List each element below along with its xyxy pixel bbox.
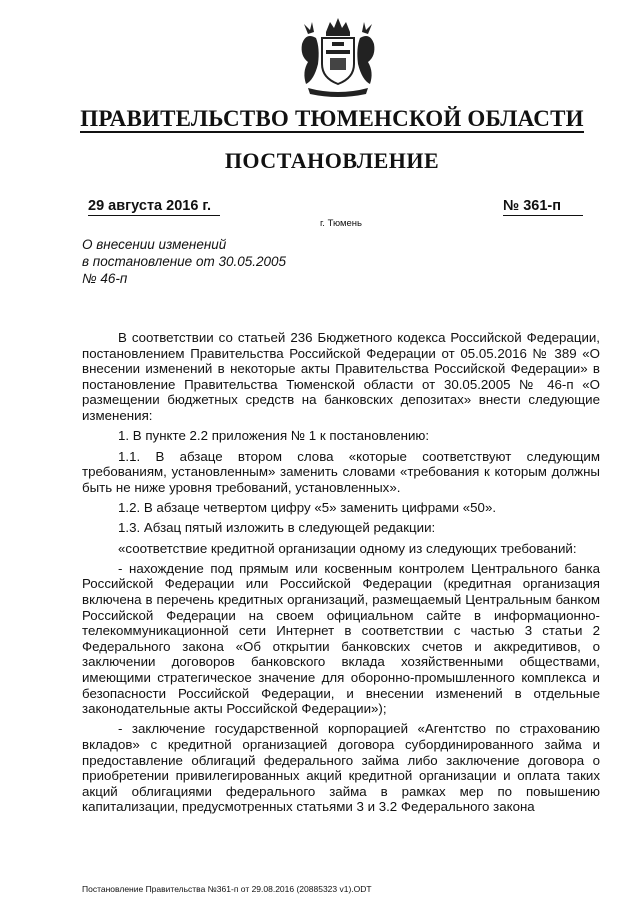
body-paragraph: 1.1. В абзаце втором слова «которые соответствуют следующим требованиям, установленным» заменить словами «требования к которым должны быть не ниже уровня требований, установленных». (82, 448, 600, 495)
body-paragraph: «соответствие кредитной организации одному из следующих требований: (118, 540, 577, 556)
document-city: г. Тюмень (320, 218, 362, 229)
document-subject (82, 236, 342, 287)
document-date: 29 августа 2016 г. (88, 198, 220, 216)
document-number: № 361-п (503, 198, 583, 216)
body-paragraph: 1. В пункте 2.2 приложения № 1 к постановлению: (118, 428, 430, 444)
document-body (82, 330, 600, 820)
body-paragraph: 1.2. В абзаце четвертом цифру «5» заменить цифрами «50». (118, 500, 497, 515)
subject-line: в постановление от 30.05.2005 (82, 254, 287, 269)
coat-of-arms-emblem (296, 14, 380, 102)
document-footer: Постановление Правительства №361-п от 29.08.2016 (20885323 v1).ODT (82, 884, 372, 894)
organization-title: ПРАВИТЕЛЬСТВО ТЮМЕНСКОЙ ОБЛАСТИ (80, 106, 584, 131)
subject-line: № 46-п (82, 271, 128, 286)
document-type: ПОСТАНОВЛЕНИЕ (224, 148, 440, 173)
subject-line: О внесении изменений (82, 237, 227, 252)
body-paragraph: - нахождение под прямым или косвенным контролем Центрального банка Российской Федерации или Российской Федерации (кредитная организация включена в перечень кредитных организаций, размещаемый Центральным банком Российской Федерации на своем официальном сайте в информационно-телекоммуникационной сети Интернет в соответствии с частью 3 статьи 2 Федерального закона «Об открытии банковских счетов и аккредитивов, о заключении договоров банковского вклада хозяйственными обществами, имеющими стратегическое значение для оборонно-промышленного комплекса и безопасности Российской Федерации, и внесении изменений в отдельные законодательные акты Российской Федерации»); (82, 560, 600, 717)
body-paragraph: - заключение государственной корпорацией «Агентство по страхованию вкладов» с кредитной организацией договора субординированного займа и предоставление облигаций федерального займа либо заключение договора о приобретении привилегированных акций кредитной организации и оплата таких акций облигациями федерального займа в рамках мер по повышению капитализации, предусмотренных статьями 3 и 3.2 Федерального закона (82, 721, 600, 815)
body-paragraph: В соответствии со статьей 236 Бюджетного кодекса Российской Федерации, постановлением Правительства Российской Федерации от 05.05.2016 № 389 «О внесении изменений в некоторые акты Правительства Российской Федерации» в постановление Правительства Тюменской области от 30.05.2005 № 46-п «О размещении бюджетных средств на банковских депозитах» внести следующие изменения: (82, 330, 600, 423)
body-paragraph: 1.3. Абзац пятый изложить в следующей редакции: (118, 520, 436, 536)
title-divider (80, 131, 584, 133)
